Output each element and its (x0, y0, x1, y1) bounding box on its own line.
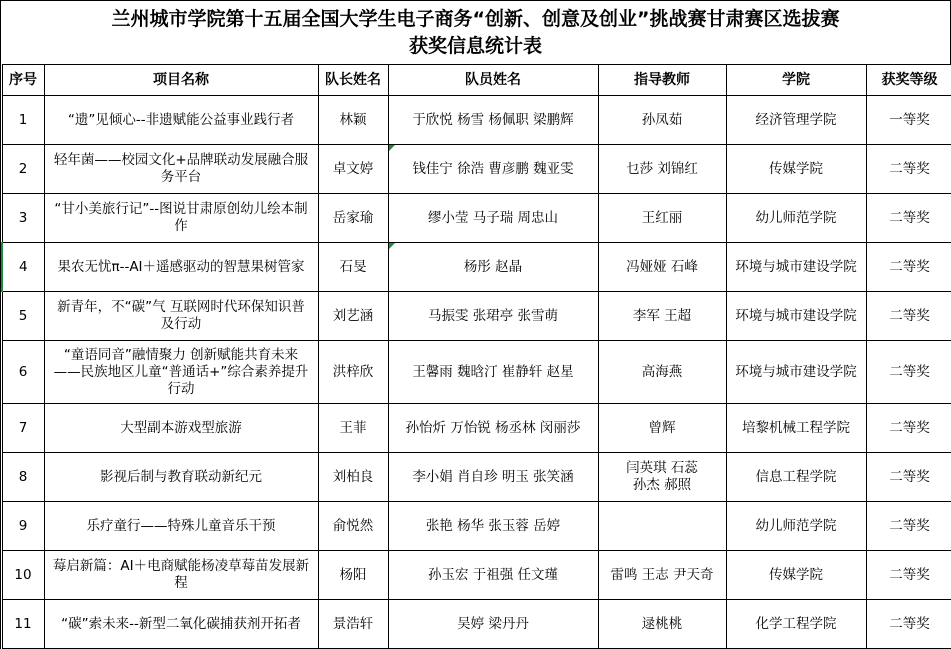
cell-captain[interactable]: 石旻 (318, 243, 388, 292)
cell-award[interactable]: 二等奖 (866, 194, 951, 243)
cell-members[interactable]: 吴婷 梁丹丹 (388, 600, 598, 649)
cell-advisor[interactable]: 冯娅娅 石峰 (598, 243, 726, 292)
cell-college[interactable]: 环境与城市建设学院 (726, 243, 866, 292)
cell-no[interactable]: 7 (2, 404, 44, 453)
cell-award[interactable]: 二等奖 (866, 292, 951, 341)
cell-award[interactable]: 二等奖 (866, 145, 951, 194)
table-row[interactable] (2, 243, 951, 292)
cell-advisor[interactable]: 乜莎 刘锦红 (598, 145, 726, 194)
cell-project[interactable]: 新青年，不“碳”气 互联网时代环保知识普及行动 (44, 292, 318, 341)
cell-no[interactable]: 3 (2, 194, 44, 243)
table-row[interactable] (2, 600, 951, 649)
table-row[interactable] (2, 502, 951, 551)
cell-project[interactable]: 大型副本游戏型旅游 (44, 404, 318, 453)
cell-project[interactable]: 影视后制与教育联动新纪元 (44, 453, 318, 502)
cell-captain[interactable]: 刘艺涵 (318, 292, 388, 341)
award-table (1, 64, 951, 649)
cell-award[interactable]: 二等奖 (866, 502, 951, 551)
cell-members[interactable]: 于欣悦 杨雪 杨佩职 梁鹏辉 (388, 96, 598, 145)
cell-college[interactable]: 传媒学院 (726, 145, 866, 194)
cell-project[interactable]: 乐疗童行——特殊儿童音乐干预 (44, 502, 318, 551)
cell-award[interactable]: 二等奖 (866, 243, 951, 292)
cell-no[interactable]: 1 (2, 96, 44, 145)
header-award: 获奖等级 (866, 65, 951, 96)
cell-award[interactable]: 二等奖 (866, 453, 951, 502)
cell-members[interactable]: 杨彤 赵晶 (388, 243, 598, 292)
cell-college[interactable]: 信息工程学院 (726, 453, 866, 502)
cell-captain[interactable]: 林颖 (318, 96, 388, 145)
table-row[interactable] (2, 341, 951, 404)
cell-project[interactable]: 轻年菌——校园文化+品牌联动发展融合服务平台 (44, 145, 318, 194)
cell-no[interactable]: 11 (2, 600, 44, 649)
cell-captain[interactable]: 卓文婷 (318, 145, 388, 194)
cell-advisor[interactable]: 高海燕 (598, 341, 726, 404)
table-row[interactable] (2, 194, 951, 243)
sheet-title: 兰州城市学院第十五届全国大学生电子商务“创新、创意及创业”挑战赛甘肃赛区选拔赛 (111, 7, 840, 30)
table-row[interactable] (2, 145, 951, 194)
cell-advisor[interactable]: 逯桃桃 (598, 600, 726, 649)
table-row[interactable] (2, 404, 951, 453)
cell-award[interactable]: 二等奖 (866, 341, 951, 404)
header-project: 项目名称 (44, 65, 318, 96)
cell-members[interactable]: 钱佳宁 徐浩 曹彦鹏 魏亚雯 (388, 145, 598, 194)
cell-award[interactable]: 二等奖 (866, 404, 951, 453)
table-row[interactable] (2, 292, 951, 341)
cell-award[interactable]: 二等奖 (866, 600, 951, 649)
cell-no[interactable]: 4 (2, 243, 44, 292)
cell-project[interactable]: “遗”见倾心--非遗赋能公益事业践行者 (44, 96, 318, 145)
cell-no[interactable]: 8 (2, 453, 44, 502)
header-no: 序号 (2, 65, 44, 96)
sheet-subtitle: 获奖信息统计表 (408, 34, 542, 57)
cell-members[interactable]: 马振雯 张珺亭 张雪萌 (388, 292, 598, 341)
cell-project[interactable]: 莓启新篇：AI＋电商赋能杨凌草莓苗发展新程 (44, 551, 318, 600)
title-block (1, 1, 951, 64)
cell-no[interactable]: 2 (2, 145, 44, 194)
cell-captain[interactable]: 杨阳 (318, 551, 388, 600)
cell-college[interactable]: 化学工程学院 (726, 600, 866, 649)
cell-award[interactable]: 二等奖 (866, 551, 951, 600)
cell-project[interactable]: “甘小美旅行记”--图说甘肃原创幼儿绘本制作 (44, 194, 318, 243)
cell-captain[interactable]: 岳家瑜 (318, 194, 388, 243)
cell-award[interactable]: 一等奖 (866, 96, 951, 145)
cell-project[interactable]: “童语同音”融情聚力 创新赋能共育未来——民族地区儿童“普通话+”综合素养提升行动 (44, 341, 318, 404)
cell-captain[interactable]: 刘柏良 (318, 453, 388, 502)
cell-college[interactable]: 传媒学院 (726, 551, 866, 600)
cell-college[interactable]: 培黎机械工程学院 (726, 404, 866, 453)
table-row[interactable] (2, 453, 951, 502)
cell-advisor[interactable]: 王红丽 (598, 194, 726, 243)
table-row[interactable] (2, 551, 951, 600)
cell-captain[interactable]: 王菲 (318, 404, 388, 453)
cell-advisor[interactable]: 雷鸣 王志 尹天奇 (598, 551, 726, 600)
cell-college[interactable]: 经济管理学院 (726, 96, 866, 145)
cell-no[interactable]: 9 (2, 502, 44, 551)
cell-college[interactable]: 环境与城市建设学院 (726, 341, 866, 404)
cell-advisor[interactable]: 孙凤茹 (598, 96, 726, 145)
cell-no[interactable]: 10 (2, 551, 44, 600)
cell-advisor[interactable]: 曾辉 (598, 404, 726, 453)
header-row (2, 65, 951, 96)
header-members: 队员姓名 (388, 65, 598, 96)
cell-advisor[interactable] (598, 453, 726, 502)
advisor-line: 闫英琪 石蕊 (626, 460, 698, 476)
cell-captain[interactable]: 俞悦然 (318, 502, 388, 551)
advisor-line: 孙杰 郝照 (632, 477, 692, 493)
header-captain: 队长姓名 (318, 65, 388, 96)
cell-project[interactable]: 果农无忧π--AI＋遥感驱动的智慧果树管家 (44, 243, 318, 292)
cell-members[interactable]: 孙玉宏 于祖强 任文瑾 (388, 551, 598, 600)
header-college: 学院 (726, 65, 866, 96)
cell-college[interactable]: 幼儿师范学院 (726, 502, 866, 551)
cell-college[interactable]: 幼儿师范学院 (726, 194, 866, 243)
cell-members[interactable]: 张艳 杨华 张玉蓉 岳婷 (388, 502, 598, 551)
cell-advisor[interactable]: 李军 王超 (598, 292, 726, 341)
header-advisor: 指导教师 (598, 65, 726, 96)
cell-college[interactable]: 环境与城市建设学院 (726, 292, 866, 341)
cell-members[interactable]: 孙怡炘 万怡锐 杨丞林 闵丽莎 (388, 404, 598, 453)
cell-project[interactable]: “碳”索未来--新型二氧化碳捕获剂开拓者 (44, 600, 318, 649)
cell-members[interactable]: 王馨雨 魏晗汀 崔静轩 赵星 (388, 341, 598, 404)
table-row[interactable] (2, 96, 951, 145)
cell-members[interactable]: 李小娟 肖自珍 明玉 张笑涵 (388, 453, 598, 502)
cell-no[interactable]: 6 (2, 341, 44, 404)
cell-advisor[interactable] (598, 502, 726, 551)
cell-captain[interactable]: 洪梓欣 (318, 341, 388, 404)
cell-captain[interactable]: 景浩轩 (318, 600, 388, 649)
cell-no[interactable]: 5 (2, 292, 44, 341)
cell-members[interactable]: 缪小莹 马子瑞 周忠山 (388, 194, 598, 243)
